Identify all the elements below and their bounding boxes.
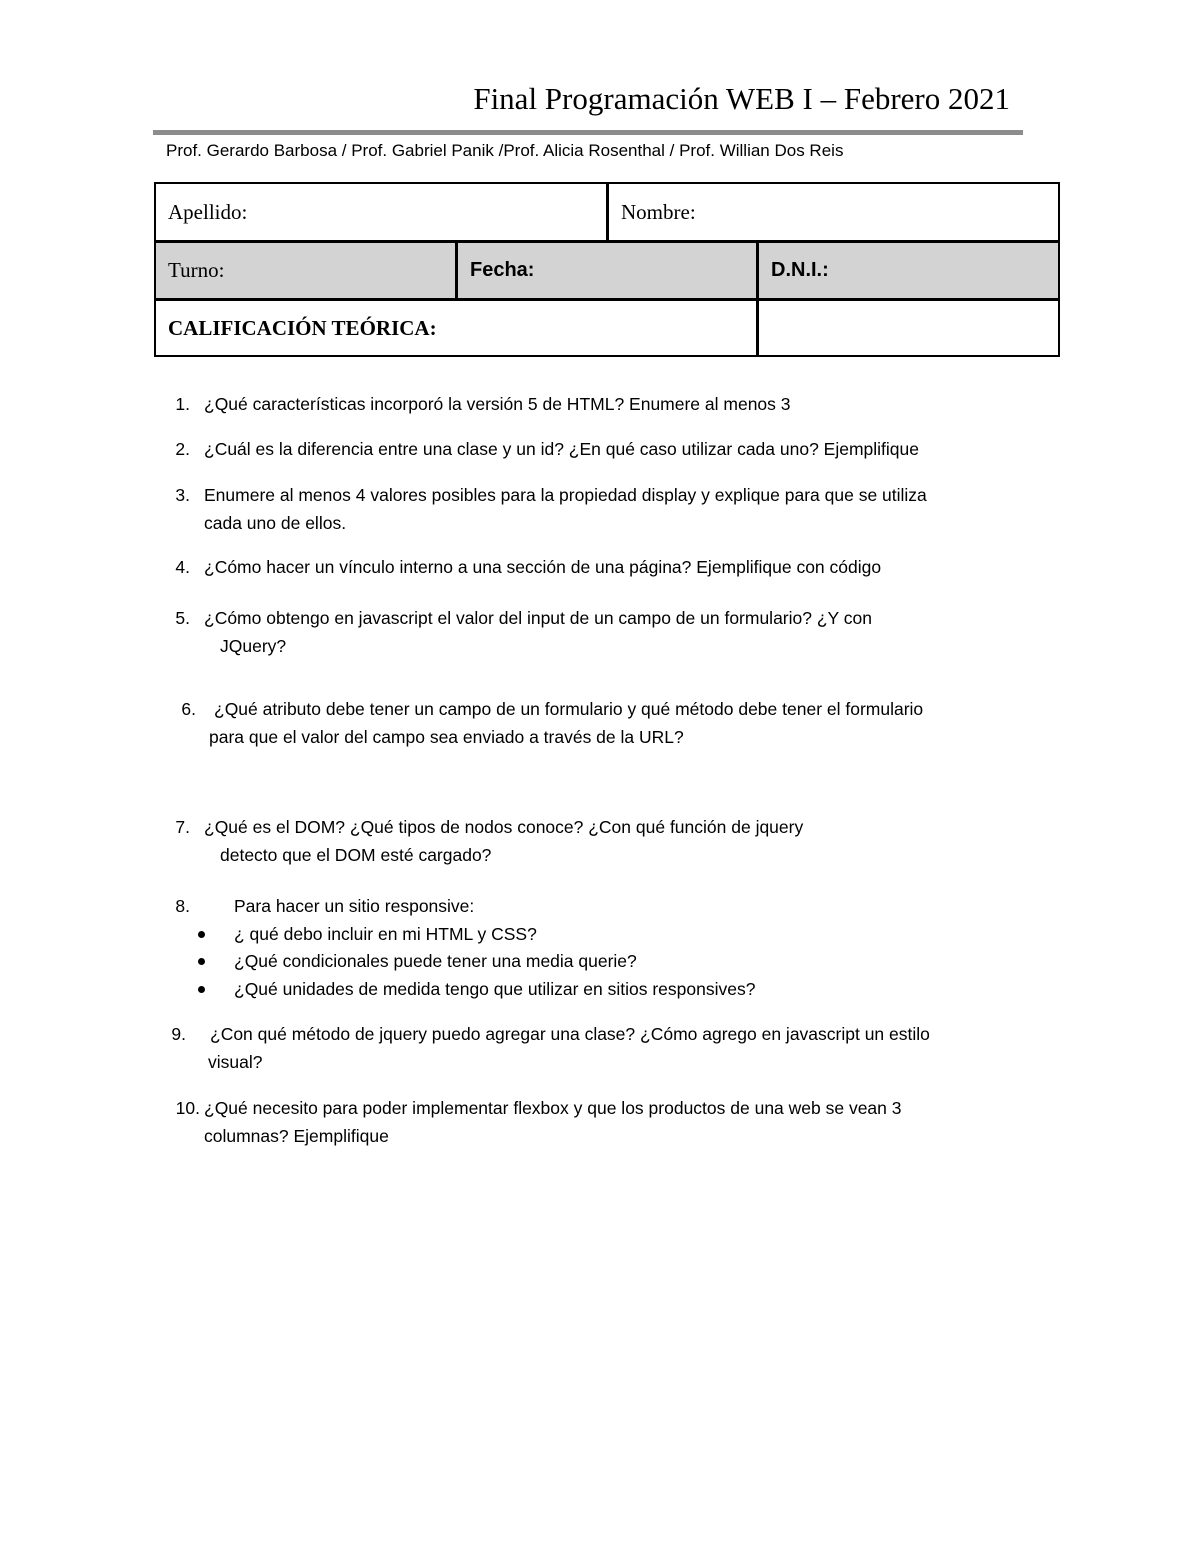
list-item [175,553,882,581]
list-item [175,892,475,920]
list-item [175,481,927,537]
question-number: 7. [175,817,190,837]
question-text: ¿Qué es el DOM? ¿Qué tipos de nodos conoce? ¿Con qué función de jquery [204,817,804,837]
question-text: ¿Con qué método de jquery puedo agregar una clase? ¿Cómo agrego en javascript un estilo [210,1024,930,1044]
dni-field[interactable]: D.N.I.: [771,259,829,281]
question-number: 6. [181,699,196,719]
question-number: 10. [175,1098,200,1118]
question-text: Para hacer un sitio responsive: [234,896,475,916]
question-number: 8. [175,896,190,916]
question-text: ¿Qué atributo debe tener un campo de un formulario y qué método debe tener el formulario [214,699,924,719]
table-row [156,243,1058,301]
bullet-dot-icon [198,958,205,965]
question-text: columnas? Ejemplifique [204,1126,389,1146]
bullet-dot-icon [198,986,205,993]
question-text: detecto que el DOM esté cargado? [220,845,492,865]
calificacion-value-field[interactable] [759,301,1058,355]
list-item [175,604,872,660]
list-item [171,1020,930,1076]
fecha-field[interactable]: Fecha: [458,243,759,298]
question-text: ¿Qué necesito para poder implementar flexbox y que los productos de una web se vean 3 [204,1098,902,1118]
nombre-field[interactable]: Nombre: [621,199,696,224]
list-item [181,695,924,751]
bullet-item [234,975,755,1003]
question-text: ¿Cómo obtengo en javascript el valor del input de un campo de un formulario? ¿Y con [204,608,872,628]
question-text: cada uno de ellos. [204,513,347,533]
turno-field[interactable]: Turno: [156,243,458,298]
list-item [175,813,804,869]
professors-line: Prof. Gerardo Barbosa / Prof. Gabriel Panik /Prof. Alicia Rosenthal / Prof. Willian Dos Reis [166,141,844,160]
question-text: Enumere al menos 4 valores posibles para la propiedad display y explique para que se utiliza [204,485,927,505]
bullet-item [234,920,537,948]
list-item [175,435,919,463]
question-text: visual? [208,1052,263,1072]
apellido-field[interactable]: Apellido: [156,184,609,240]
bullet-text: ¿Qué unidades de medida tengo que utilizar en sitios responsives? [234,979,756,999]
question-number: 4. [175,557,190,577]
question-text: para que el valor del campo sea enviado a través de la URL? [209,727,684,747]
bullet-item [234,947,637,975]
list-item [175,1094,902,1150]
bullet-text: ¿Qué condicionales puede tener una media querie? [234,951,637,971]
bullet-dot-icon [198,931,205,938]
question-number: 1. [175,394,190,414]
question-number: 2. [175,439,190,459]
bullet-text: ¿ qué debo incluir en mi HTML y CSS? [234,924,537,944]
list-item [175,390,791,418]
question-number: 9. [171,1024,186,1044]
student-info-table [154,182,1060,357]
question-number: 3. [175,485,190,505]
question-number: 5. [175,608,190,628]
table-row [156,301,1058,355]
title-rule [153,130,1023,135]
document-title: Final Programación WEB I – Febrero 2021 [473,81,1010,116]
question-text: ¿Cómo hacer un vínculo interno a una sección de una página? Ejemplifique con código [204,557,882,577]
question-text: ¿Qué características incorporó la versión 5 de HTML? Enumere al menos 3 [204,394,791,414]
question-text: ¿Cuál es la diferencia entre una clase y un id? ¿En qué caso utilizar cada uno? Ejemplifique [204,439,919,459]
question-text: JQuery? [220,636,287,656]
table-row [156,184,1058,243]
calificacion-label: CALIFICACIÓN TEÓRICA: [156,301,759,355]
